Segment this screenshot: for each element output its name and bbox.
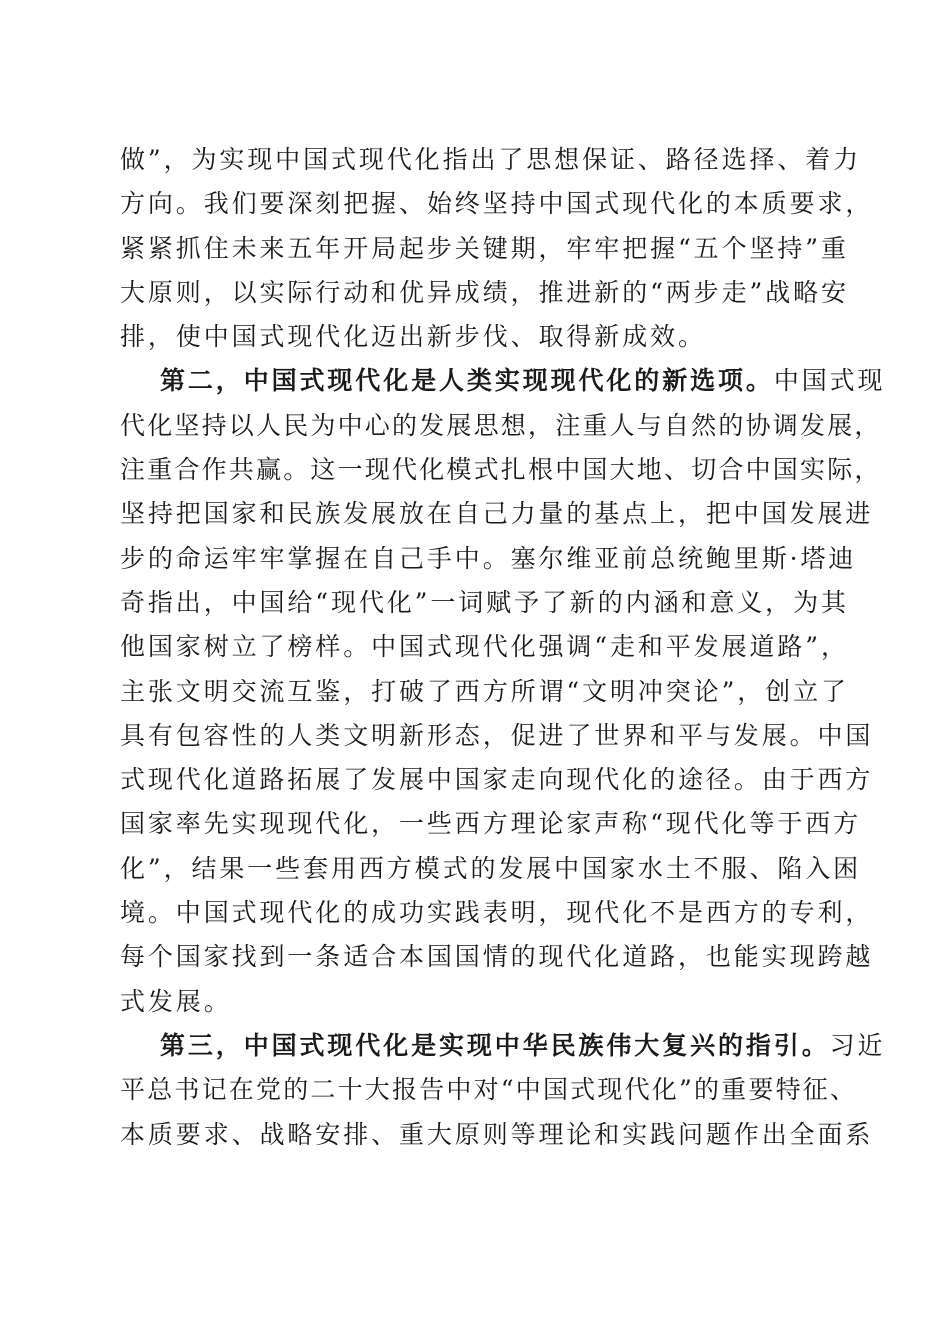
paragraph-3-first-line bbox=[120, 1024, 886, 1068]
paragraph-2-heading: 第二，中国式现代化是人类实现现代化的新选项。 bbox=[160, 366, 774, 396]
paragraph-3-heading: 第三，中国式现代化是实现中华民族伟大复兴的指引。 bbox=[160, 1030, 830, 1060]
body-text bbox=[120, 138, 886, 1157]
text-line: 具有包容性的人类文明新形态，促进了世界和平与发展。中国 bbox=[120, 720, 874, 750]
text-line: 国家率先实现现代化，一些西方理论家声称“现代化等于西方 bbox=[120, 809, 862, 839]
text-line: 式发展。 bbox=[120, 986, 232, 1016]
text-line: 坚持把国家和民族发展放在自己力量的基点上，把中国发展进 bbox=[120, 499, 874, 529]
text-line: 紧紧抓住未来五年开局起步关键期，牢牢把握“五个坚持”重 bbox=[120, 233, 849, 263]
text-line: 奇指出，中国给“现代化”一词赋予了新的内涵和意义，为其 bbox=[120, 587, 849, 617]
text-line: 他国家树立了榜样。中国式现代化强调“走和平发展道路”， bbox=[120, 632, 849, 662]
text-line: 化”，结果一些套用西方模式的发展中国家水土不服、陷入困 bbox=[120, 853, 862, 883]
text-line: 式现代化道路拓展了发展中国家走向现代化的途径。由于西方 bbox=[120, 765, 874, 795]
text-line: 本质要求、战略安排、重大原则等理论和实践问题作出全面系 bbox=[120, 1119, 874, 1149]
text-line: 排，使中国式现代化迈出新步伐、取得新成效。 bbox=[120, 322, 706, 352]
text-line: 做”，为实现中国式现代化指出了思想保证、路径选择、着力 bbox=[120, 145, 862, 174]
paragraph-2-first-line bbox=[120, 359, 886, 403]
text-line: 境。中国式现代化的成功实践表明，现代化不是西方的专利， bbox=[120, 898, 874, 928]
text-line: 步的命运牢牢掌握在自己手中。塞尔维亚前总统鲍里斯·塔迪 bbox=[120, 543, 857, 573]
text-line: 平总书记在党的二十大报告中对“中国式现代化”的重要特征、 bbox=[120, 1075, 858, 1105]
text-line: 方向。我们要深刻把握、始终坚持中国式现代化的本质要求， bbox=[120, 189, 874, 219]
text-line: 主张文明交流互鉴，打破了西方所谓“文明冲突论”，创立了 bbox=[120, 676, 849, 706]
text-line: 每个国家找到一条适合本国国情的现代化道路，也能实现跨越 bbox=[120, 942, 874, 972]
text-line: 注重合作共赢。这一现代化模式扎根中国大地、切合中国实际， bbox=[120, 455, 882, 485]
text-line: 大原则，以实际行动和优异成绩，推进新的“两步走”战略安 bbox=[120, 277, 849, 307]
text-line: 代化坚持以人民为中心的发展思想，注重人与自然的协调发展， bbox=[120, 410, 882, 440]
paragraph-3-lead-text: 习近 bbox=[829, 1030, 886, 1060]
paragraph-2-lead-text: 中国式现 bbox=[773, 366, 886, 396]
